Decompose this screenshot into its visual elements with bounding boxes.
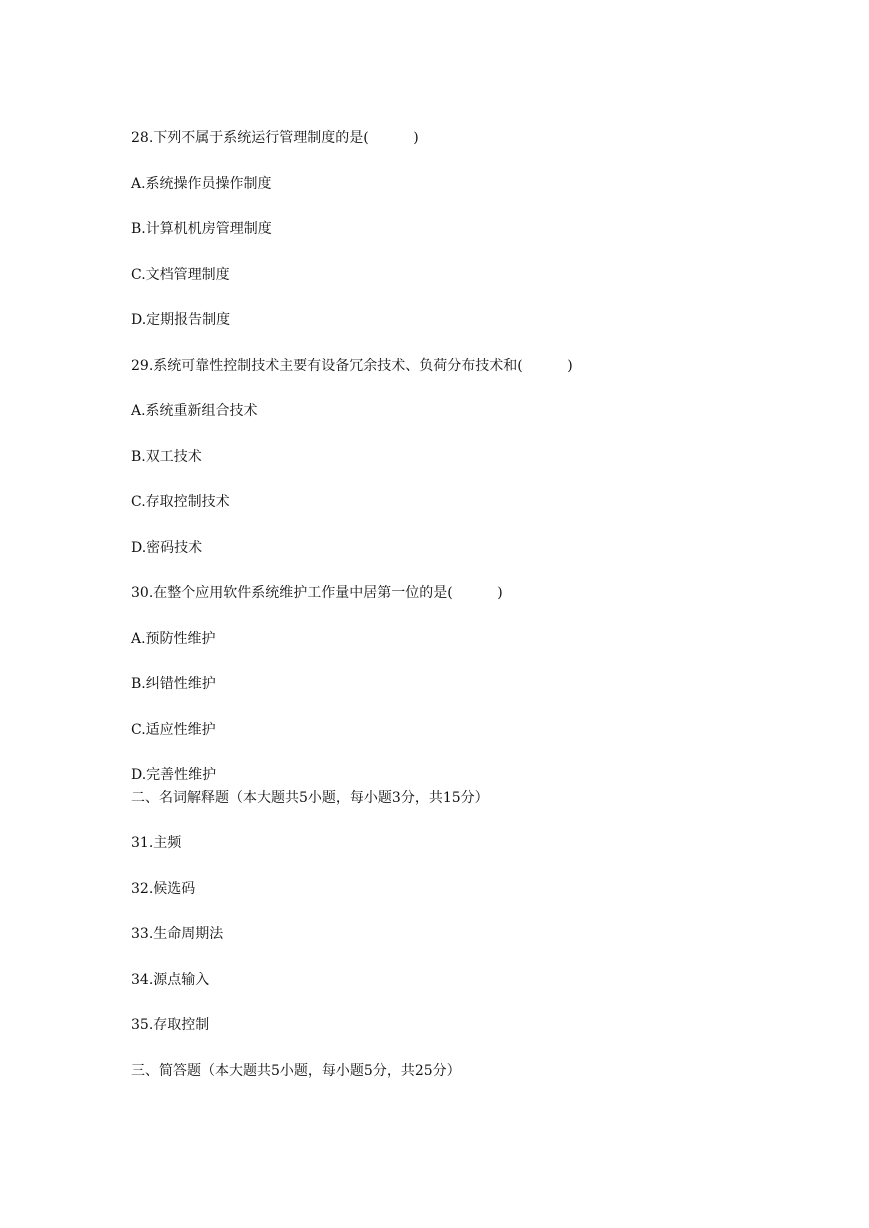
section-3-heading: 三、简答题（本大题共5小题，每小题5分，共25分） — [131, 1063, 461, 1079]
question-28-option-a: A.系统操作员操作制度 — [131, 176, 272, 192]
question-29-option-b: B.双工技术 — [131, 449, 202, 465]
question-28-option-b: B.计算机机房管理制度 — [131, 221, 272, 237]
question-30-option-a: A.预防性维护 — [131, 631, 216, 647]
question-29-stem: 29.系统可靠性控制技术主要有设备冗余技术、负荷分布技术和( ) — [131, 358, 573, 374]
question-28-option-d: D.定期报告制度 — [131, 312, 231, 328]
question-29-option-d: D.密码技术 — [131, 540, 203, 556]
question-30-option-d: D.完善性维护 — [131, 767, 217, 783]
question-29-option-c: C.存取控制技术 — [131, 494, 230, 510]
question-30-option-c: C.适应性维护 — [131, 722, 216, 738]
question-29-option-a: A.系统重新组合技术 — [131, 403, 258, 419]
term-item: 32.候选码 — [131, 881, 196, 897]
term-item: 34.源点输入 — [131, 972, 210, 988]
term-item: 35.存取控制 — [131, 1017, 210, 1033]
term-item: 31.主频 — [131, 835, 182, 851]
question-28-stem: 28.下列不属于系统运行管理制度的是( ) — [131, 130, 419, 146]
question-30-option-b: B.纠错性维护 — [131, 676, 216, 692]
question-30-stem: 30.在整个应用软件系统维护工作量中居第一位的是( ) — [131, 585, 503, 601]
question-28-option-c: C.文档管理制度 — [131, 267, 230, 283]
section-2-heading: 二、名词解释题（本大题共5小题，每小题3分，共15分） — [131, 790, 489, 806]
term-item: 33.生命周期法 — [131, 926, 224, 942]
